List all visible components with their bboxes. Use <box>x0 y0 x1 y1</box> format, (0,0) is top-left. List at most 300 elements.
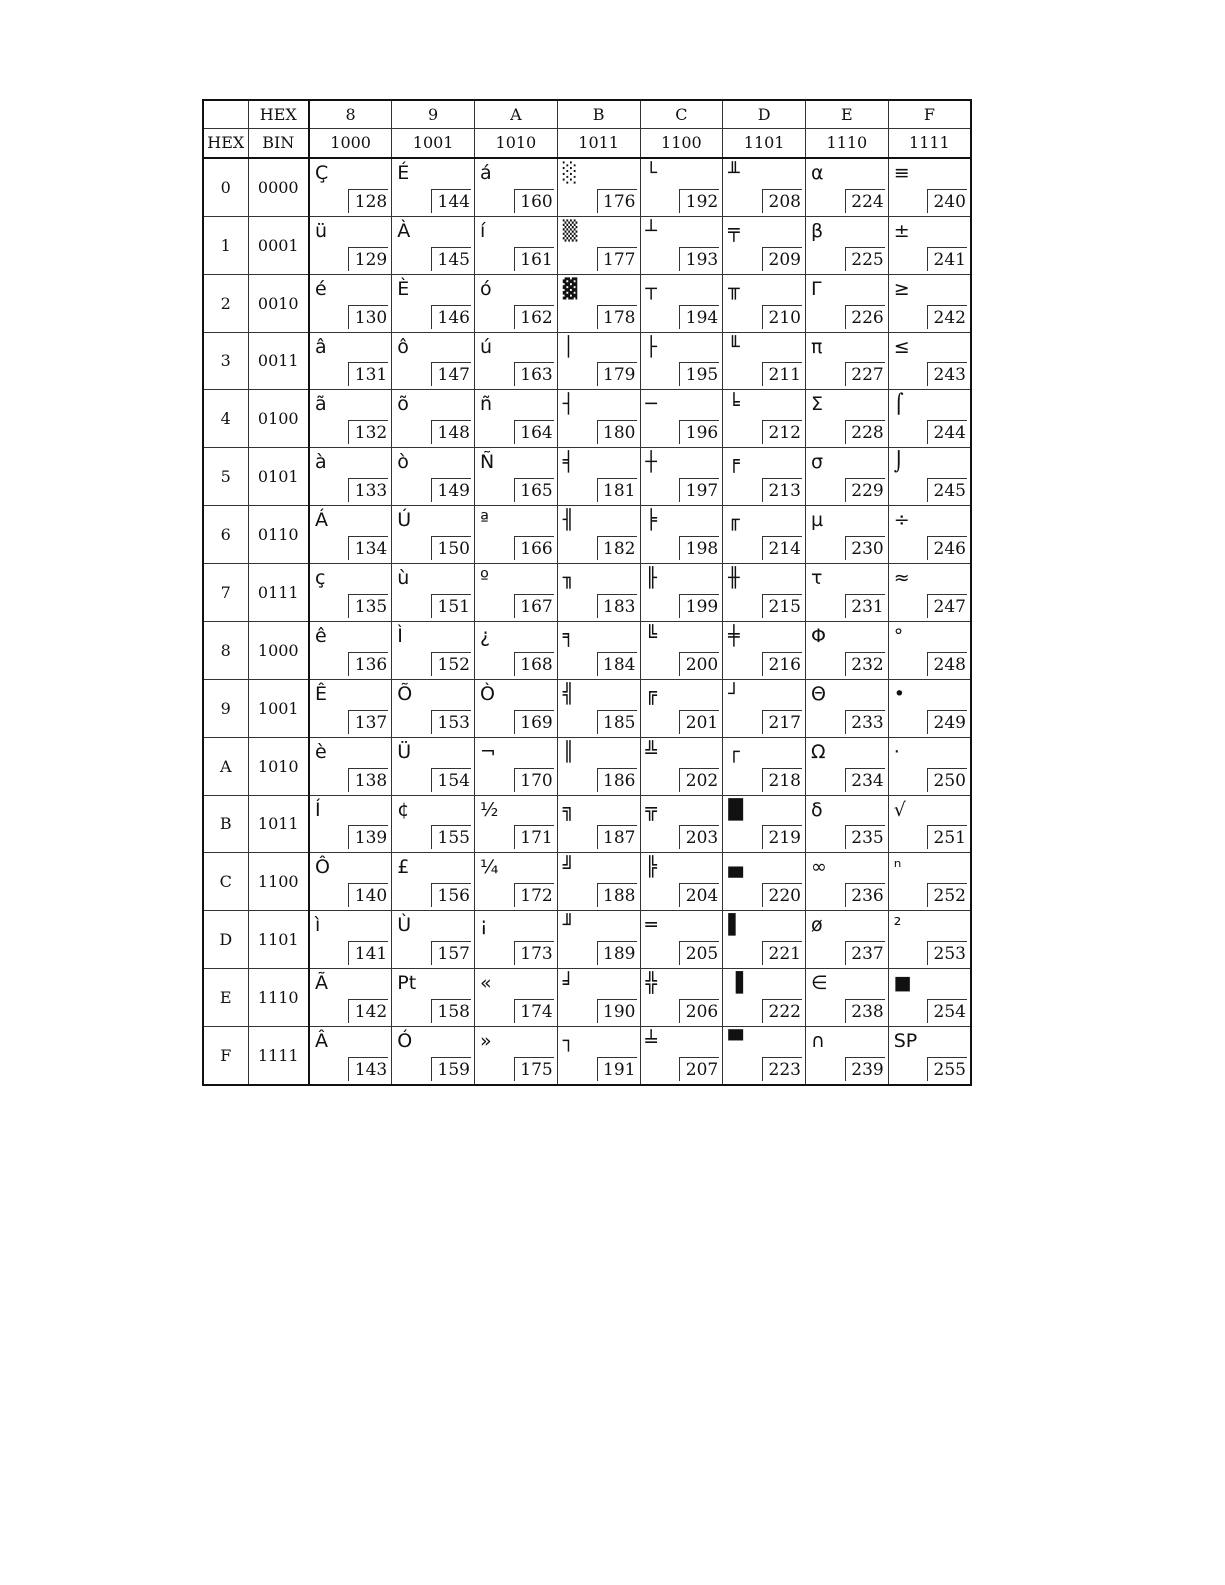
row-bin: 0101 <box>248 448 309 506</box>
decimal-code: 242 <box>927 305 967 329</box>
char-cell <box>723 564 806 622</box>
decimal-code: 236 <box>845 883 885 907</box>
char-cell <box>392 853 475 911</box>
char-cell <box>557 737 640 795</box>
char-glyph: ¬ <box>480 740 496 763</box>
char-cell <box>888 911 971 969</box>
char-glyph: ô <box>397 335 409 358</box>
char-glyph: Â <box>315 1030 328 1052</box>
decimal-code: 231 <box>845 594 885 618</box>
char-glyph: À <box>397 219 411 242</box>
char-glyph: ╪ <box>728 624 740 647</box>
char-glyph: ã <box>315 393 327 416</box>
char-cell <box>640 737 723 795</box>
table-row <box>203 1027 971 1086</box>
decimal-code: 170 <box>514 768 554 792</box>
char-glyph: ┤ <box>562 393 575 416</box>
char-glyph: í <box>480 219 486 242</box>
row-hex: D <box>203 911 248 969</box>
char-cell <box>309 621 392 679</box>
char-cell <box>640 506 723 564</box>
char-glyph: ▓ <box>562 277 578 300</box>
decimal-code: 161 <box>514 247 554 271</box>
decimal-code: 140 <box>348 883 388 907</box>
decimal-code: 173 <box>514 941 554 965</box>
char-glyph: SP <box>893 1030 918 1052</box>
char-cell <box>640 853 723 911</box>
char-glyph: Ω <box>811 740 826 763</box>
char-glyph: ▀ <box>728 1030 743 1052</box>
char-glyph: ≡ <box>893 161 910 184</box>
row-hex: F <box>203 1027 248 1086</box>
table-row <box>203 158 971 216</box>
char-glyph: Ñ <box>480 451 495 474</box>
char-cell <box>888 390 971 448</box>
char-glyph: ≤ <box>893 335 910 358</box>
char-cell <box>806 158 889 216</box>
char-cell <box>806 853 889 911</box>
decimal-code: 171 <box>514 825 554 849</box>
char-cell <box>723 158 806 216</box>
decimal-code: 187 <box>597 825 637 849</box>
column-bin-c: 1100 <box>640 129 723 158</box>
char-glyph: ╙ <box>728 335 740 358</box>
char-glyph: ╟ <box>645 567 657 589</box>
char-cell <box>723 332 806 390</box>
char-cell <box>392 158 475 216</box>
decimal-code: 138 <box>348 768 388 792</box>
char-cell <box>475 390 558 448</box>
char-glyph: ╥ <box>728 277 740 300</box>
char-glyph: ¿ <box>480 624 491 647</box>
char-cell <box>640 1027 723 1086</box>
char-glyph: █ <box>728 798 743 821</box>
char-cell <box>806 216 889 274</box>
char-glyph: ╞ <box>645 509 657 532</box>
row-bin: 0000 <box>248 158 309 216</box>
char-cell <box>806 911 889 969</box>
char-cell <box>806 737 889 795</box>
decimal-code: 247 <box>927 594 967 618</box>
decimal-code: 222 <box>762 999 802 1023</box>
row-hex: C <box>203 853 248 911</box>
char-glyph: ╧ <box>645 1030 657 1052</box>
char-glyph: ú <box>480 335 493 358</box>
decimal-code: 212 <box>762 420 802 444</box>
char-glyph: ñ <box>480 393 493 416</box>
decimal-code: 169 <box>514 710 554 734</box>
decimal-code: 249 <box>927 710 967 734</box>
char-cell <box>557 564 640 622</box>
decimal-code: 178 <box>597 305 637 329</box>
char-cell <box>557 1027 640 1086</box>
char-cell <box>888 332 971 390</box>
char-glyph: ç <box>315 567 326 589</box>
decimal-code: 208 <box>762 189 802 213</box>
char-cell <box>557 506 640 564</box>
decimal-code: 246 <box>927 536 967 560</box>
decimal-code: 190 <box>597 999 637 1023</box>
decimal-code: 136 <box>348 652 388 676</box>
char-cell <box>888 621 971 679</box>
char-cell <box>806 390 889 448</box>
decimal-code: 253 <box>927 941 967 965</box>
char-glyph: â <box>315 335 327 358</box>
row-hex: 7 <box>203 564 248 622</box>
decimal-code: 147 <box>431 362 471 386</box>
char-glyph: ░ <box>562 161 578 184</box>
char-cell <box>557 158 640 216</box>
char-glyph: µ <box>811 509 824 532</box>
char-cell <box>640 390 723 448</box>
decimal-code: 210 <box>762 305 802 329</box>
char-cell <box>309 853 392 911</box>
char-cell <box>392 564 475 622</box>
char-cell <box>309 737 392 795</box>
char-glyph: ╚ <box>645 624 657 647</box>
char-glyph: ª <box>480 509 489 532</box>
decimal-code: 174 <box>514 999 554 1023</box>
decimal-code: 238 <box>845 999 885 1023</box>
decimal-code: 177 <box>597 247 637 271</box>
char-cell <box>392 506 475 564</box>
char-glyph: π <box>811 335 823 358</box>
char-glyph: ⌠ <box>893 393 904 416</box>
char-glyph: ∩ <box>811 1030 825 1052</box>
decimal-code: 135 <box>348 594 388 618</box>
char-glyph: ╛ <box>562 972 575 995</box>
char-cell <box>309 1027 392 1086</box>
char-glyph: ° <box>893 624 904 647</box>
table-row <box>203 853 971 911</box>
char-glyph: · <box>893 740 900 763</box>
decimal-code: 213 <box>762 478 802 502</box>
char-glyph: ≥ <box>893 277 910 300</box>
char-glyph: ╨ <box>728 161 740 184</box>
char-glyph: » <box>480 1030 492 1052</box>
char-cell <box>309 216 392 274</box>
char-glyph: ╬ <box>645 972 657 995</box>
char-cell <box>392 969 475 1027</box>
char-cell <box>723 795 806 853</box>
row-bin: 0010 <box>248 274 309 332</box>
char-cell <box>392 332 475 390</box>
char-glyph: ± <box>893 219 910 242</box>
column-bin-d: 1101 <box>723 129 806 158</box>
char-cell <box>392 795 475 853</box>
row-bin: 0111 <box>248 564 309 622</box>
decimal-code: 209 <box>762 247 802 271</box>
char-glyph: Ê <box>315 682 328 705</box>
char-cell <box>640 332 723 390</box>
decimal-code: 192 <box>679 189 719 213</box>
char-cell <box>888 795 971 853</box>
char-glyph: ┬ <box>645 277 657 300</box>
table-row <box>203 737 971 795</box>
char-cell <box>392 911 475 969</box>
char-glyph: ▄ <box>728 856 743 879</box>
decimal-code: 180 <box>597 420 637 444</box>
decimal-code: 224 <box>845 189 885 213</box>
char-glyph: Í <box>315 798 321 821</box>
char-glyph: ≈ <box>893 567 910 589</box>
row-bin: 1111 <box>248 1027 309 1086</box>
char-cell <box>475 158 558 216</box>
decimal-code: 215 <box>762 594 802 618</box>
table-row <box>203 448 971 506</box>
char-cell <box>888 274 971 332</box>
decimal-code: 220 <box>762 883 802 907</box>
char-glyph: Ò <box>480 682 495 705</box>
char-cell <box>557 216 640 274</box>
decimal-code: 196 <box>679 420 719 444</box>
decimal-code: 141 <box>348 941 388 965</box>
char-cell <box>557 390 640 448</box>
table-row <box>203 795 971 853</box>
decimal-code: 211 <box>762 362 802 386</box>
decimal-code: 128 <box>348 189 388 213</box>
char-cell <box>723 911 806 969</box>
decimal-code: 148 <box>431 420 471 444</box>
char-glyph: ╠ <box>645 856 657 879</box>
char-glyph: Á <box>315 509 328 532</box>
row-hex: 2 <box>203 274 248 332</box>
char-cell <box>392 216 475 274</box>
decimal-code: 193 <box>679 247 719 271</box>
decimal-code: 146 <box>431 305 471 329</box>
decimal-code: 176 <box>597 189 637 213</box>
decimal-code: 129 <box>348 247 388 271</box>
char-cell <box>806 564 889 622</box>
table-row <box>203 506 971 564</box>
char-cell <box>723 506 806 564</box>
decimal-code: 168 <box>514 652 554 676</box>
decimal-code: 153 <box>431 710 471 734</box>
char-cell <box>723 737 806 795</box>
char-cell <box>806 448 889 506</box>
char-glyph: õ <box>397 393 409 416</box>
decimal-code: 185 <box>597 710 637 734</box>
char-glyph: Σ <box>811 393 824 416</box>
column-hex-8: 8 <box>309 100 392 129</box>
char-glyph: ╫ <box>728 567 740 589</box>
char-cell <box>557 969 640 1027</box>
header-hex-label: HEX <box>248 100 309 129</box>
char-glyph: ─ <box>645 393 657 416</box>
decimal-code: 181 <box>597 478 637 502</box>
decimal-code: 207 <box>679 1057 719 1081</box>
char-cell <box>309 448 392 506</box>
char-glyph: É <box>397 161 410 184</box>
char-cell <box>392 621 475 679</box>
char-cell <box>475 911 558 969</box>
char-glyph: ÷ <box>893 509 910 532</box>
decimal-code: 159 <box>431 1057 471 1081</box>
char-glyph: « <box>480 972 492 995</box>
table-row <box>203 679 971 737</box>
char-glyph: ½ <box>480 798 499 821</box>
char-glyph: º <box>480 567 489 589</box>
char-cell <box>806 969 889 1027</box>
decimal-code: 191 <box>597 1057 637 1081</box>
row-hex: 9 <box>203 679 248 737</box>
row-hex: 6 <box>203 506 248 564</box>
decimal-code: 182 <box>597 536 637 560</box>
char-glyph: È <box>397 277 410 300</box>
char-cell <box>640 564 723 622</box>
table-row <box>203 216 971 274</box>
decimal-code: 239 <box>845 1057 885 1081</box>
row-bin: 1001 <box>248 679 309 737</box>
char-cell <box>557 332 640 390</box>
character-code-table <box>202 99 972 1086</box>
decimal-code: 198 <box>679 536 719 560</box>
char-cell <box>888 564 971 622</box>
char-cell <box>640 448 723 506</box>
char-cell <box>392 274 475 332</box>
char-cell <box>888 506 971 564</box>
char-glyph: ■ <box>893 972 912 995</box>
char-glyph: Γ <box>811 277 822 300</box>
decimal-code: 225 <box>845 247 885 271</box>
char-glyph: ╖ <box>562 567 575 589</box>
char-glyph: ù <box>397 567 410 589</box>
row-bin: 1011 <box>248 795 309 853</box>
char-glyph: Ó <box>397 1030 413 1052</box>
row-hex: B <box>203 795 248 853</box>
decimal-code: 245 <box>927 478 967 502</box>
decimal-code: 175 <box>514 1057 554 1081</box>
corner-cell <box>203 100 248 129</box>
column-bin-e: 1110 <box>806 129 889 158</box>
decimal-code: 204 <box>679 883 719 907</box>
char-glyph: ┌ <box>728 740 740 763</box>
char-glyph: à <box>315 451 327 474</box>
char-glyph: ⌡ <box>893 451 904 474</box>
char-cell <box>557 853 640 911</box>
char-cell <box>392 737 475 795</box>
decimal-code: 162 <box>514 305 554 329</box>
decimal-code: 244 <box>927 420 967 444</box>
decimal-code: 155 <box>431 825 471 849</box>
decimal-code: 154 <box>431 768 471 792</box>
char-cell <box>806 506 889 564</box>
column-bin-8: 1000 <box>309 129 392 158</box>
char-glyph: ┴ <box>645 219 657 242</box>
char-glyph: ∈ <box>811 972 828 995</box>
char-glyph: Ú <box>397 509 412 532</box>
decimal-code: 132 <box>348 420 388 444</box>
decimal-code: 223 <box>762 1057 802 1081</box>
char-cell <box>392 448 475 506</box>
char-cell <box>888 853 971 911</box>
char-cell <box>309 911 392 969</box>
char-glyph: └ <box>645 161 657 184</box>
char-cell <box>475 969 558 1027</box>
decimal-code: 214 <box>762 536 802 560</box>
row-hex: 8 <box>203 621 248 679</box>
table-body <box>203 100 971 1085</box>
decimal-code: 200 <box>679 652 719 676</box>
char-glyph: ╓ <box>728 509 740 532</box>
char-glyph: ║ <box>562 740 575 763</box>
char-cell <box>888 969 971 1027</box>
decimal-code: 143 <box>348 1057 388 1081</box>
decimal-code: 205 <box>679 941 719 965</box>
char-cell <box>309 332 392 390</box>
row-hex-label: HEX <box>203 129 248 158</box>
char-cell <box>723 274 806 332</box>
decimal-code: 195 <box>679 362 719 386</box>
char-cell <box>475 332 558 390</box>
row-bin: 1100 <box>248 853 309 911</box>
row-hex: 3 <box>203 332 248 390</box>
row-hex: 1 <box>203 216 248 274</box>
char-cell <box>309 390 392 448</box>
char-cell <box>475 795 558 853</box>
char-cell <box>475 564 558 622</box>
decimal-code: 134 <box>348 536 388 560</box>
char-cell <box>557 795 640 853</box>
decimal-code: 232 <box>845 652 885 676</box>
char-cell <box>723 1027 806 1086</box>
char-cell <box>640 621 723 679</box>
char-glyph: ┐ <box>562 1030 575 1052</box>
char-glyph: ¡ <box>480 914 488 937</box>
decimal-code: 203 <box>679 825 719 849</box>
decimal-code: 234 <box>845 768 885 792</box>
column-hex-d: D <box>723 100 806 129</box>
decimal-code: 230 <box>845 536 885 560</box>
decimal-code: 184 <box>597 652 637 676</box>
decimal-code: 157 <box>431 941 471 965</box>
char-cell <box>309 795 392 853</box>
char-cell <box>806 679 889 737</box>
char-glyph: β <box>811 219 824 242</box>
char-cell <box>806 621 889 679</box>
decimal-code: 194 <box>679 305 719 329</box>
char-glyph: ¢ <box>397 798 410 821</box>
row-bin: 0100 <box>248 390 309 448</box>
char-cell <box>888 216 971 274</box>
char-glyph: τ <box>811 567 823 589</box>
char-glyph: ▐ <box>728 972 743 995</box>
decimal-code: 133 <box>348 478 388 502</box>
char-glyph: Φ <box>811 624 826 647</box>
char-glyph: Ã <box>315 972 328 995</box>
char-glyph: │ <box>562 335 575 358</box>
decimal-code: 166 <box>514 536 554 560</box>
decimal-code: 149 <box>431 478 471 502</box>
char-glyph: • <box>893 682 905 705</box>
decimal-code: 179 <box>597 362 637 386</box>
char-cell <box>392 1027 475 1086</box>
char-glyph: ╦ <box>645 798 657 821</box>
row-bin: 0110 <box>248 506 309 564</box>
char-cell <box>806 274 889 332</box>
column-hex-c: C <box>640 100 723 129</box>
char-glyph: Θ <box>811 682 826 705</box>
decimal-code: 188 <box>597 883 637 907</box>
char-glyph: ╒ <box>728 451 740 474</box>
char-glyph: ì <box>315 914 321 937</box>
table-row <box>203 332 971 390</box>
char-cell <box>723 853 806 911</box>
char-cell <box>888 448 971 506</box>
char-glyph: ⁿ <box>893 856 902 879</box>
char-cell <box>557 448 640 506</box>
char-glyph: Õ <box>397 682 413 705</box>
